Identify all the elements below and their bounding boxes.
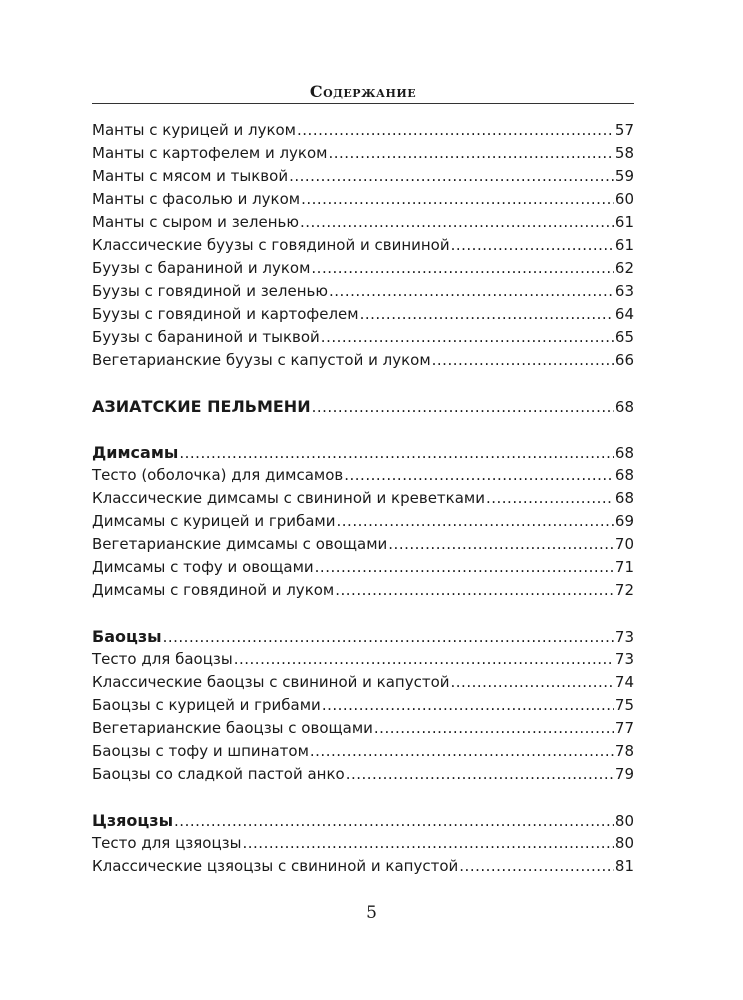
dot-leader <box>289 165 614 188</box>
table-of-contents <box>92 119 634 878</box>
dot-leader <box>346 763 614 786</box>
toc-entry-title: Манты с картофелем и луком <box>92 144 328 162</box>
toc-entry[interactable] <box>92 165 634 188</box>
toc-entry[interactable] <box>92 119 634 142</box>
toc-entry[interactable] <box>92 211 634 234</box>
toc-entry-title: Классические цзяоцзы с свининой и капустой <box>92 857 459 875</box>
dot-leader <box>297 119 614 142</box>
toc-entry[interactable] <box>92 464 634 487</box>
toc-entry[interactable] <box>92 648 634 671</box>
toc-entry-title: Вегетарианские баоцзы с овощами <box>92 719 373 737</box>
toc-entry-page: 69 <box>614 512 634 530</box>
dot-leader <box>243 832 614 855</box>
toc-entry-title: Буузы с бараниной и луком <box>92 259 311 277</box>
toc-entry-page: 61 <box>614 213 634 231</box>
dot-leader <box>234 648 614 671</box>
toc-entry-title: Димсамы с говядиной и луком <box>92 581 335 599</box>
dot-leader <box>163 626 614 649</box>
section-gap <box>92 602 634 625</box>
page-header-title: Содержание <box>309 82 417 101</box>
dot-leader <box>335 579 614 602</box>
section-gap <box>92 786 634 809</box>
dot-leader <box>432 349 614 372</box>
toc-entry-title: Манты с мясом и тыквой <box>92 167 289 185</box>
toc-section-title: Цзяоцзы <box>92 811 174 830</box>
dot-leader <box>179 442 614 465</box>
toc-section-entry[interactable] <box>92 625 634 648</box>
toc-entry[interactable] <box>92 142 634 165</box>
dot-leader <box>300 211 614 234</box>
dot-leader <box>374 717 614 740</box>
toc-entry[interactable] <box>92 579 634 602</box>
toc-entry[interactable] <box>92 717 634 740</box>
dot-leader <box>329 280 614 303</box>
toc-entry[interactable] <box>92 510 634 533</box>
toc-entry-page: 78 <box>614 742 634 760</box>
toc-entry-page: 81 <box>614 857 634 875</box>
dot-leader <box>310 740 614 763</box>
dot-leader <box>459 855 614 878</box>
toc-entry[interactable] <box>92 533 634 556</box>
toc-entry-page: 60 <box>614 190 634 208</box>
toc-entry-title: Классические буузы с говядиной и свининой <box>92 236 450 254</box>
toc-chapter-entry[interactable] <box>92 395 634 418</box>
toc-entry-page: 74 <box>614 673 634 691</box>
toc-entry-page: 80 <box>614 834 634 852</box>
toc-entry[interactable] <box>92 188 634 211</box>
toc-entry-title: Буузы с бараниной и тыквой <box>92 328 320 346</box>
toc-entry[interactable] <box>92 234 634 257</box>
toc-entry-title: Вегетарианские буузы с капустой и луком <box>92 351 431 369</box>
toc-entry-title: Классические баоцзы с свининой и капустой <box>92 673 450 691</box>
toc-entry-page: 58 <box>614 144 634 162</box>
toc-entry[interactable] <box>92 257 634 280</box>
dot-leader <box>451 234 614 257</box>
dot-leader <box>344 464 614 487</box>
toc-entry-page: 75 <box>614 696 634 714</box>
dot-leader <box>174 810 614 833</box>
toc-entry-title: Манты с фасолью и луком <box>92 190 301 208</box>
toc-entry-page: 72 <box>614 581 634 599</box>
toc-entry-page: 73 <box>614 650 634 668</box>
toc-entry-page: 66 <box>614 351 634 369</box>
dot-leader <box>315 556 614 579</box>
toc-entry-page: 59 <box>614 167 634 185</box>
header-rule <box>92 103 634 104</box>
toc-entry[interactable] <box>92 280 634 303</box>
toc-entry-page: 65 <box>614 328 634 346</box>
toc-entry-title: Тесто для баоцзы <box>92 650 233 668</box>
toc-entry[interactable] <box>92 303 634 326</box>
toc-entry-title: Классические димсамы с свининой и креветками <box>92 489 485 507</box>
toc-entry-page: 68 <box>614 444 634 462</box>
dot-leader <box>328 142 613 165</box>
dot-leader <box>388 533 614 556</box>
page-number: 5 <box>366 903 377 923</box>
dot-leader <box>360 303 614 326</box>
toc-entry-page: 57 <box>614 121 634 139</box>
toc-entry-page: 73 <box>614 628 634 646</box>
toc-entry-title: Буузы с говядиной и зеленью <box>92 282 329 300</box>
toc-entry-title: Тесто (оболочка) для димсамов <box>92 466 344 484</box>
toc-entry-page: 68 <box>614 489 634 507</box>
toc-entry-title: Баоцзы со сладкой пастой анко <box>92 765 345 783</box>
section-gap <box>92 418 634 441</box>
toc-chapter-title: АЗИАТСКИЕ ПЕЛЬМЕНИ <box>92 397 311 416</box>
dot-leader <box>486 487 614 510</box>
dot-leader <box>321 326 614 349</box>
toc-entry[interactable] <box>92 326 634 349</box>
toc-section-entry[interactable] <box>92 441 634 464</box>
toc-entry[interactable] <box>92 694 634 717</box>
toc-entry-title: Манты с сыром и зеленью <box>92 213 299 231</box>
toc-entry-title: Тесто для цзяоцзы <box>92 834 242 852</box>
toc-entry-title: Димсамы с тофу и овощами <box>92 558 314 576</box>
toc-entry-title: Баоцзы с курицей и грибами <box>92 696 321 714</box>
dot-leader <box>312 396 614 419</box>
toc-entry-page: 64 <box>614 305 634 323</box>
toc-entry-page: 77 <box>614 719 634 737</box>
toc-entry-page: 61 <box>614 236 634 254</box>
dot-leader <box>311 257 614 280</box>
toc-entry[interactable] <box>92 763 634 786</box>
toc-entry-page: 79 <box>614 765 634 783</box>
toc-entry-title: Буузы с говядиной и картофелем <box>92 305 359 323</box>
toc-entry-title: Вегетарианские димсамы с овощами <box>92 535 388 553</box>
dot-leader <box>301 188 614 211</box>
toc-entry-title: Баоцзы с тофу и шпинатом <box>92 742 309 760</box>
toc-entry-page: 71 <box>614 558 634 576</box>
toc-entry-page: 68 <box>614 398 634 416</box>
toc-section-entry[interactable] <box>92 809 634 832</box>
toc-entry[interactable] <box>92 832 634 855</box>
section-gap <box>92 372 634 395</box>
toc-entry[interactable] <box>92 671 634 694</box>
toc-entry-page: 62 <box>614 259 634 277</box>
toc-entry-page: 68 <box>614 466 634 484</box>
dot-leader <box>337 510 614 533</box>
dot-leader <box>451 671 614 694</box>
toc-entry[interactable] <box>92 740 634 763</box>
toc-entry-title: Димсамы с курицей и грибами <box>92 512 336 530</box>
toc-entry-page: 63 <box>614 282 634 300</box>
toc-entry-title: Манты с курицей и луком <box>92 121 297 139</box>
toc-section-title: Димсамы <box>92 443 179 462</box>
toc-entry-page: 80 <box>614 812 634 830</box>
toc-entry[interactable] <box>92 855 634 878</box>
toc-section-title: Баоцзы <box>92 627 162 646</box>
dot-leader <box>322 694 614 717</box>
toc-entry[interactable] <box>92 556 634 579</box>
toc-entry-page: 70 <box>614 535 634 553</box>
toc-entry[interactable] <box>92 487 634 510</box>
toc-entry[interactable] <box>92 349 634 372</box>
